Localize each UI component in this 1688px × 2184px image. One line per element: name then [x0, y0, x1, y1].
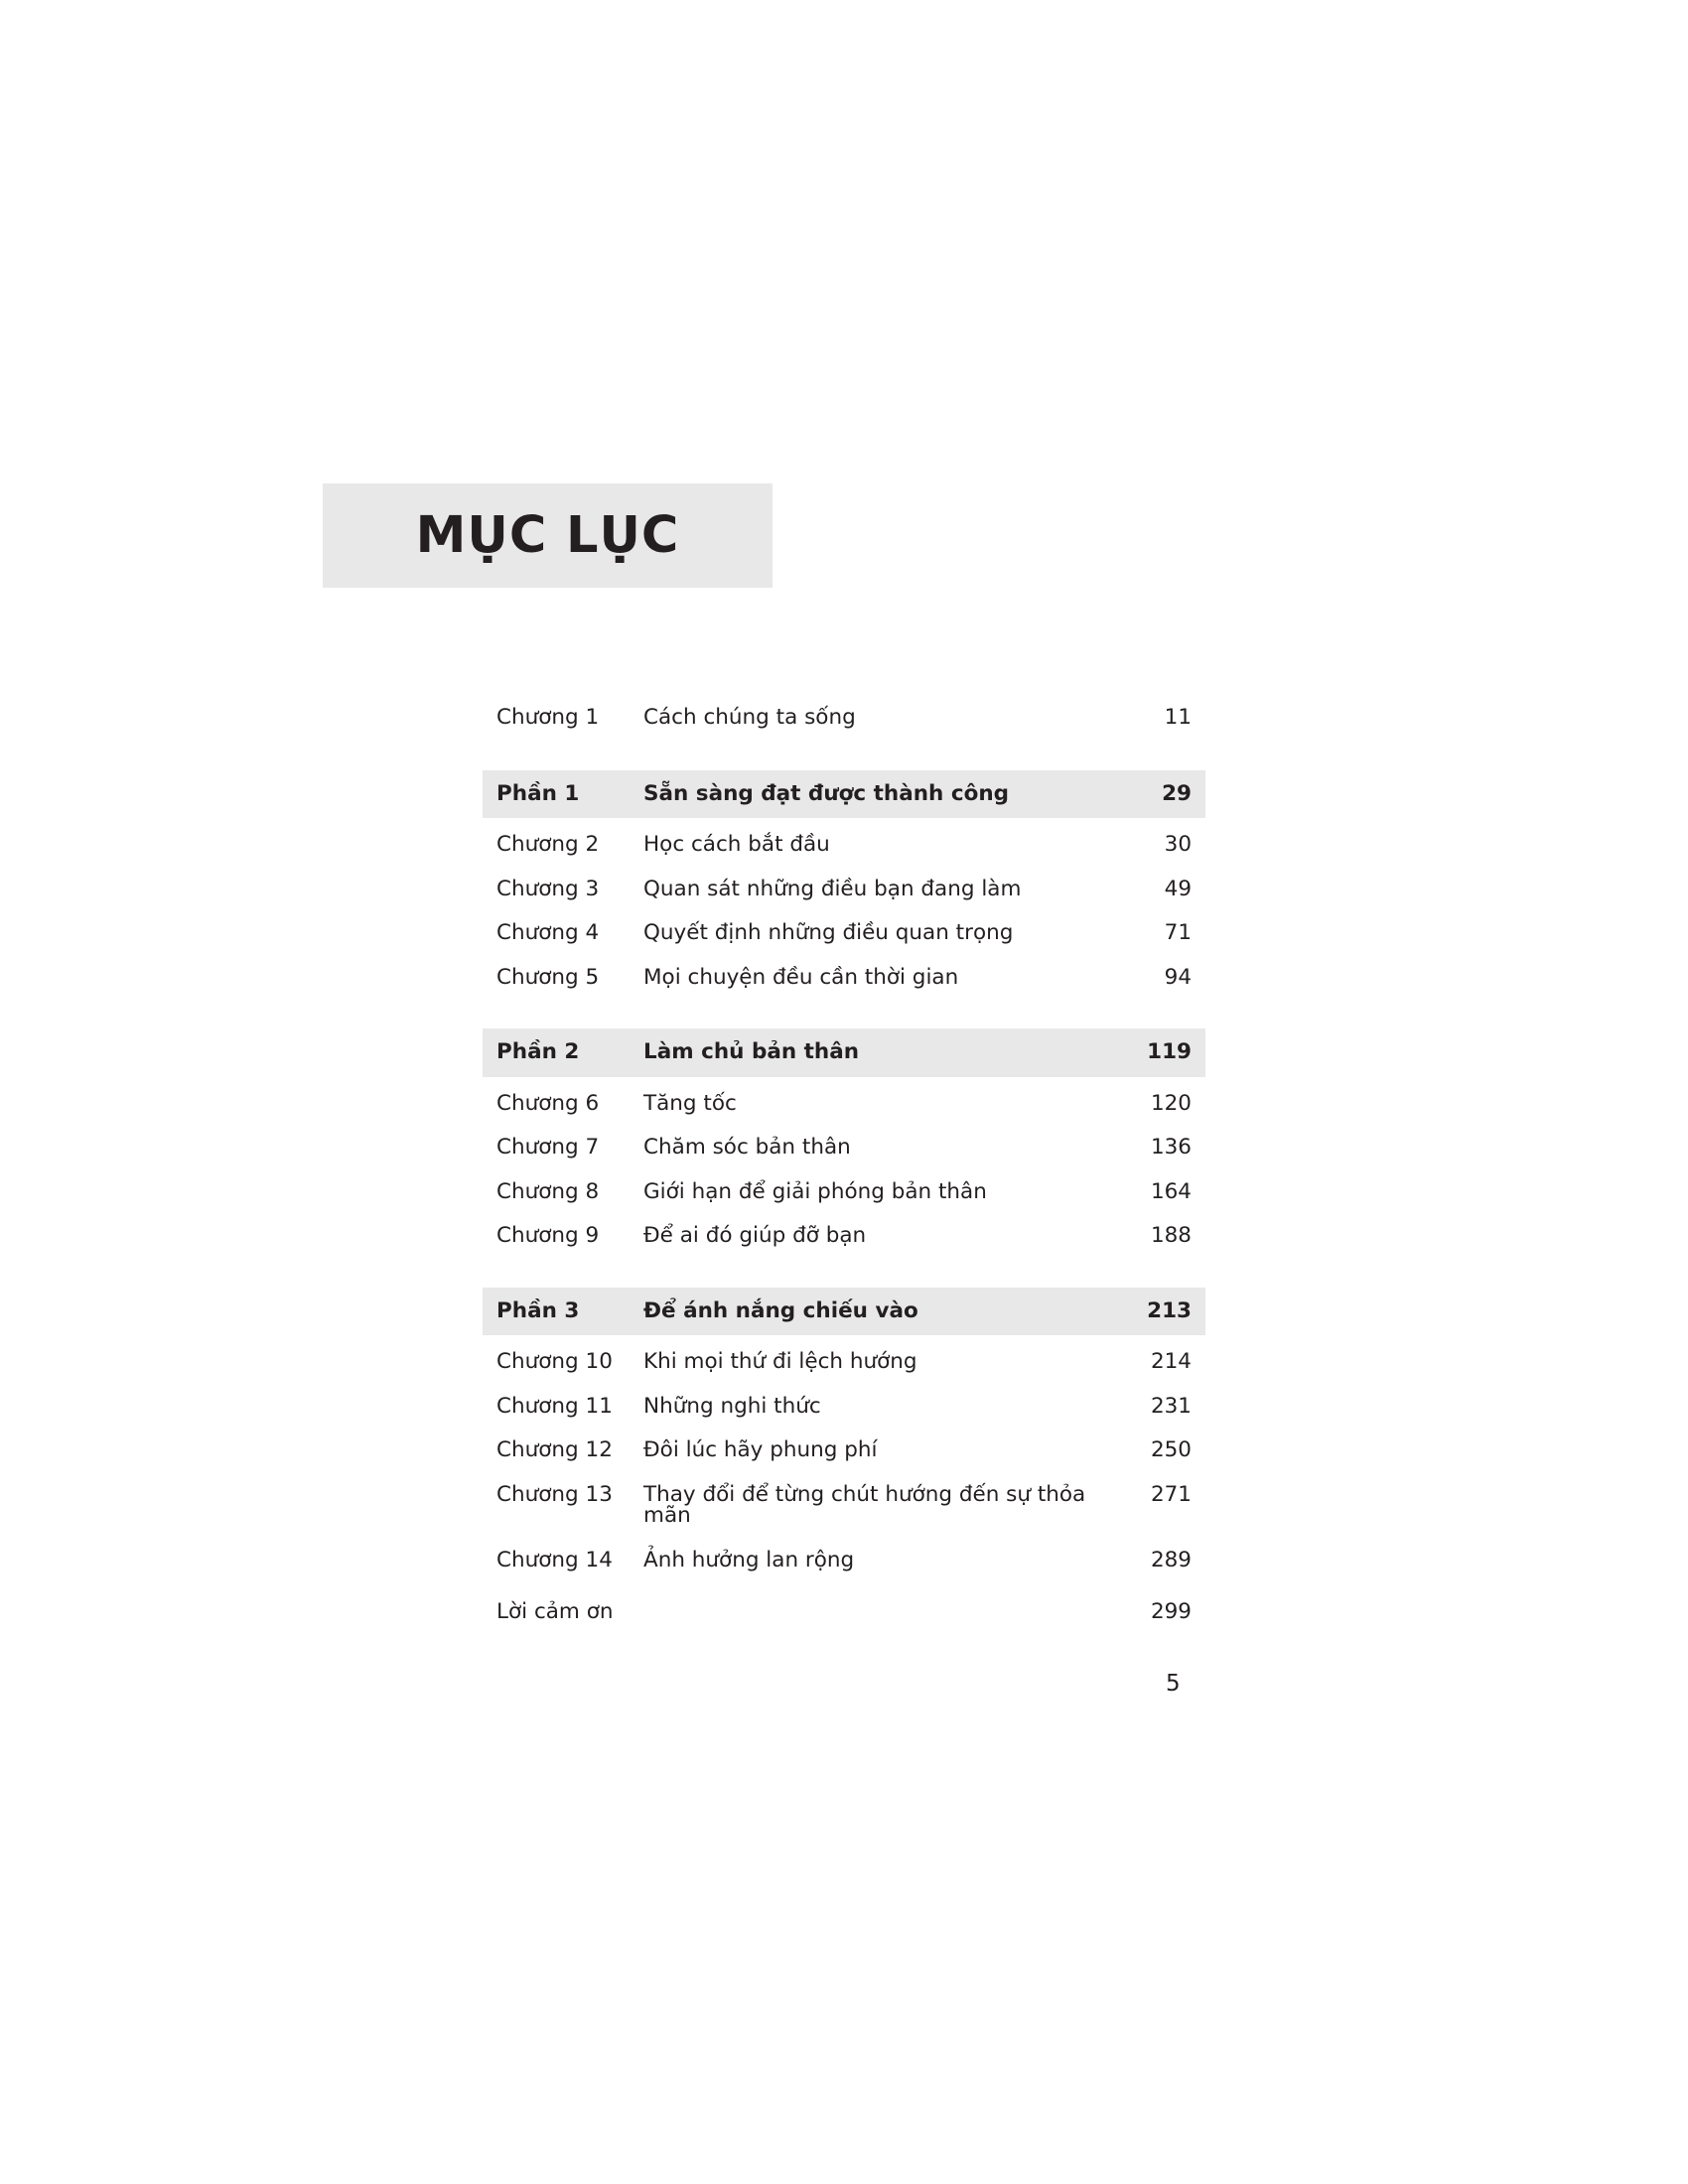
- toc-part-2-chapters: [496, 1081, 1192, 1258]
- toc-chapter-label: Chương 5: [496, 964, 600, 990]
- toc-group-part-1: [496, 770, 1192, 1000]
- toc-chapter-label: Chương 14: [496, 1547, 613, 1572]
- toc-group-part-2: [496, 1028, 1192, 1258]
- toc-chapter-page: 94: [1164, 964, 1192, 990]
- page-number: 5: [1166, 1671, 1181, 1697]
- toc-chapter-label: Chương 13: [496, 1481, 613, 1507]
- toc-chapter-page: 11: [1164, 705, 1192, 730]
- toc-chapter-page: 271: [1150, 1481, 1192, 1507]
- toc-chapter-title: Những nghi thức: [643, 1393, 821, 1419]
- toc-part-label: Phần 1: [496, 780, 580, 806]
- toc-chapter-title: Cách chúng ta sống: [643, 705, 856, 730]
- toc-row-chapter[interactable]: [496, 1472, 1192, 1538]
- toc-part-title: Để ánh nắng chiếu vào: [643, 1297, 918, 1323]
- toc-part-title: Sẵn sàng đạt được thành công: [643, 780, 1010, 806]
- toc-part-page: 213: [1147, 1297, 1192, 1323]
- toc-row-chapter[interactable]: [496, 955, 1192, 1000]
- toc-chapter-label: Chương 10: [496, 1349, 613, 1374]
- toc-chapter-title: Ảnh hưởng lan rộng: [643, 1547, 855, 1572]
- toc-chapter-label: Chương 11: [496, 1393, 613, 1419]
- toc-row-chapter[interactable]: [496, 1081, 1192, 1126]
- toc-chapter-label: Chương 12: [496, 1437, 613, 1462]
- toc-chapter-page: 164: [1150, 1178, 1192, 1204]
- table-of-contents: [496, 695, 1192, 1635]
- toc-row-chapter[interactable]: [496, 1169, 1192, 1214]
- toc-chapter-label: Chương 9: [496, 1223, 600, 1248]
- toc-chapter-title: Quyết định những điều quan trọng: [643, 920, 1014, 945]
- toc-chapter-label: Chương 6: [496, 1090, 600, 1116]
- toc-acknowledgements-page: 299: [1150, 1599, 1192, 1624]
- toc-part-label: Phần 2: [496, 1039, 580, 1064]
- toc-chapter-page: 250: [1150, 1437, 1192, 1462]
- toc-row-chapter[interactable]: [496, 867, 1192, 911]
- toc-chapter-page: 136: [1150, 1135, 1192, 1160]
- toc-chapter-title: Để ai đó giúp đỡ bạn: [643, 1223, 867, 1248]
- toc-chapter-page: 188: [1150, 1223, 1192, 1248]
- toc-part-page: 119: [1147, 1039, 1192, 1064]
- toc-row-chapter[interactable]: [496, 822, 1192, 867]
- toc-chapter-title: Học cách bắt đầu: [643, 832, 830, 857]
- toc-part-label: Phần 3: [496, 1297, 580, 1323]
- toc-chapter-title: Mọi chuyện đều cần thời gian: [643, 964, 959, 990]
- toc-row-chapter[interactable]: [496, 1428, 1192, 1472]
- toc-row-chapter[interactable]: [496, 1384, 1192, 1429]
- toc-row-part[interactable]: [483, 770, 1205, 819]
- toc-chapter-label: Chương 4: [496, 920, 600, 945]
- toc-part-title: Làm chủ bản thân: [643, 1039, 860, 1064]
- toc-row-chapter[interactable]: [496, 1213, 1192, 1258]
- toc-row-chapter[interactable]: [496, 910, 1192, 955]
- toc-chapter-label: Chương 2: [496, 832, 600, 857]
- toc-chapter-label: Chương 7: [496, 1135, 600, 1160]
- toc-part-page: 29: [1162, 780, 1192, 806]
- toc-row-chapter[interactable]: [496, 1339, 1192, 1384]
- toc-chapter-page: 71: [1164, 920, 1192, 945]
- toc-chapter-page: 120: [1150, 1090, 1192, 1116]
- toc-row-chapter[interactable]: [496, 695, 1192, 741]
- toc-part-3-chapters: [496, 1339, 1192, 1581]
- toc-chapter-title: Chăm sóc bản thân: [643, 1135, 851, 1160]
- toc-row-part[interactable]: [483, 1028, 1205, 1077]
- toc-chapter-title: Quan sát những điều bạn đang làm: [643, 876, 1022, 901]
- toc-chapter-title: Tăng tốc: [643, 1090, 737, 1116]
- toc-chapter-page: 289: [1150, 1547, 1192, 1572]
- toc-row-part[interactable]: [483, 1288, 1205, 1336]
- toc-chapter-title: Khi mọi thứ đi lệch hướng: [643, 1349, 917, 1374]
- toc-group-part-3: [496, 1288, 1192, 1582]
- toc-chapter-title: Giới hạn để giải phóng bản thân: [643, 1178, 987, 1204]
- toc-acknowledgements-label: Lời cảm ơn: [496, 1599, 614, 1624]
- toc-part-1-chapters: [496, 822, 1192, 999]
- toc-chapter-page: 30: [1164, 832, 1192, 857]
- page-title: MỤC LỤC: [415, 506, 680, 565]
- toc-chapter-label: Chương 8: [496, 1178, 600, 1204]
- toc-row-acknowledgements[interactable]: [496, 1581, 1192, 1635]
- toc-chapter-page: 49: [1164, 876, 1192, 901]
- toc-chapter-label: Chương 3: [496, 876, 600, 901]
- toc-chapter-page: 231: [1150, 1393, 1192, 1419]
- toc-row-chapter[interactable]: [496, 1125, 1192, 1169]
- toc-row-chapter[interactable]: [496, 1538, 1192, 1582]
- toc-chapter-title: Thay đổi để từng chút hướng đến sự thỏa mãn: [643, 1481, 1086, 1528]
- toc-chapter-title: Đôi lúc hãy phung phí: [643, 1437, 878, 1462]
- toc-chapter-page: 214: [1150, 1349, 1192, 1374]
- toc-chapter-label: Chương 1: [496, 705, 600, 730]
